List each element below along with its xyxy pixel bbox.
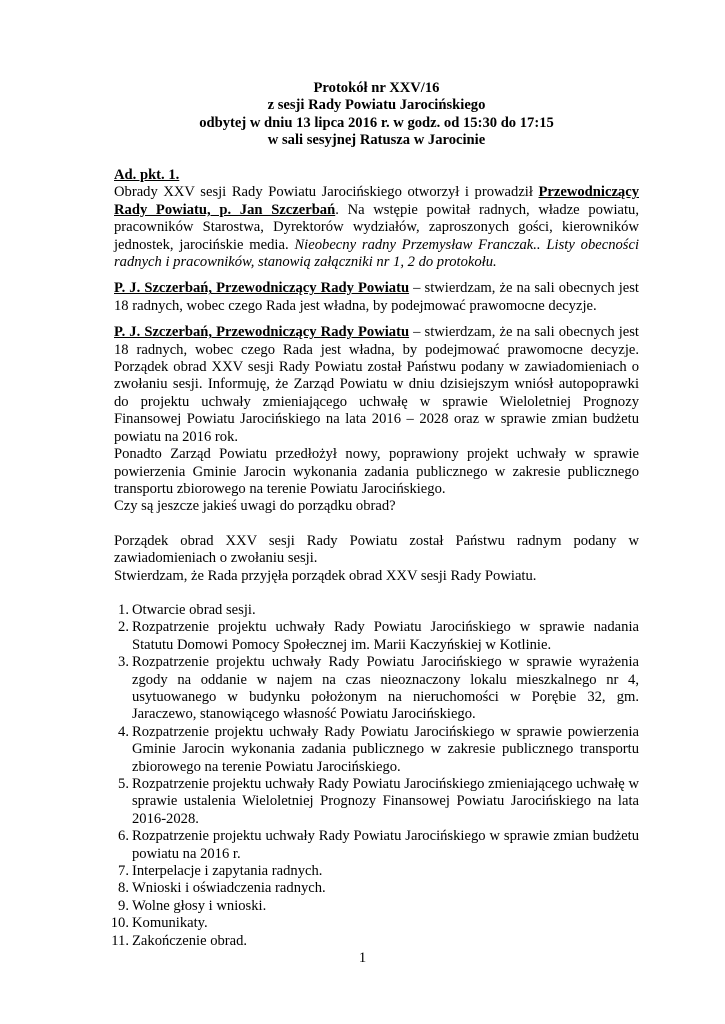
- statement-2-question: Czy są jeszcze jakieś uwagi do porządku obrad?: [114, 498, 396, 515]
- agenda-list: [110, 601, 639, 950]
- agenda-item: [114, 828, 639, 863]
- statement-2: [114, 324, 639, 446]
- opening-paragraph: [114, 184, 639, 271]
- agenda-item-number: 7.: [118, 863, 129, 880]
- statement-2-para-2: Ponadto Zarząd Powiatu przedłożył nowy, poprawiony projekt uchwały w sprawie powierzenia Gminie Jarocin wykonania zadania publicznego w zakresie publicznego transportu zbiorowego na terenie Powiatu Jarocińskiego.: [114, 446, 639, 497]
- agenda-item: [114, 619, 639, 654]
- agenda-item-number: 5.: [118, 776, 129, 793]
- agenda-item-text: Rozpatrzenie projektu uchwały Rady Powiatu Jarocińskiego w sprawie powierzenia Gminie Jarocin wykonania zadania publicznego w zakresie publicznego transportu zbiorowego na terenie Powiatu Jarocińskiego.: [132, 723, 639, 775]
- agenda-item: [114, 776, 639, 828]
- attendance-note: Nieobecny radny Przemysław Franczak.. Listy obecności radnych i pracowników, stanowią załączniki nr 1, 2 do protokołu.: [114, 236, 640, 271]
- agenda-item-number: 1.: [118, 601, 129, 618]
- title-line-1: Protokół nr XXV/16: [313, 80, 440, 96]
- agenda-item: [111, 932, 639, 950]
- document-page: [110, 80, 640, 950]
- agenda-item-text: Wnioski i oświadczenia radnych.: [132, 880, 326, 897]
- title-line-3: odbytej w dniu 13 lipca 2016 r. w godz. od 15:30 do 17:15: [199, 114, 554, 131]
- agenda-item-number: 11.: [111, 932, 129, 949]
- agenda-item: [114, 724, 639, 776]
- statement-1-text: – stwierdzam, że na sali obecnych jest 18 radnych, wobec czego Rada jest władna, by podejmować prawomocne decyzje.: [114, 280, 639, 314]
- statement-2-text: – stwierdzam, że na sali obecnych jest 18 radnych, wobec czego Rada jest władna, by podejmować prawomocne decyzje. Porządek obrad XXV sesji Rady Powiatu został Państwu podany w zawiadomieniach o zwołaniu sesji. Informuję, że Zarząd Powiatu w dniu dzisiejszym wniósł autopoprawki do projektu uchwały zmieniającego uchwałę w sprawie Wieloletniej Prognozy Finansowej Powiatu Jarocińskiego na lata 2016 – 2028 oraz w sprawie zmian budżetu powiatu na 2016 rok.: [114, 324, 639, 445]
- agenda-item: [114, 880, 639, 897]
- title-line-4: w sali sesyjnej Ratusza w Jarocinie: [267, 132, 486, 149]
- page-number: 1: [358, 950, 367, 966]
- agenda-item-number: 3.: [118, 654, 129, 671]
- agenda-item-number: 9.: [118, 897, 129, 914]
- agenda-item: [114, 898, 639, 915]
- summary-para-1: Porządek obrad XXV sesji Rady Powiatu został Państwu radnym podany w zawiadomieniach o zwołaniu sesji.: [114, 532, 639, 567]
- chairman-name: Przewodniczący Rady Powiatu, p. Jan Szczerbań: [114, 184, 639, 218]
- agenda-item-number: 2.: [118, 619, 129, 636]
- agenda-item-text: Interpelacje i zapytania radnych.: [132, 863, 323, 880]
- section-heading: Ad. pkt. 1.: [114, 167, 180, 184]
- agenda-item-number: 10.: [110, 915, 129, 932]
- title-line-2: z sesji Rady Powiatu Jarocińskiego: [267, 97, 486, 114]
- agenda-item: [110, 915, 639, 932]
- agenda-item-text: Wolne głosy i wnioski.: [132, 897, 267, 914]
- agenda-item-text: Komunikaty.: [132, 915, 208, 932]
- statement-1: [114, 280, 639, 315]
- agenda-item: [114, 654, 639, 724]
- agenda-item-text: Rozpatrzenie projektu uchwały Rady Powiatu Jarocińskiego w sprawie zmian budżetu powiatu na 2016 r.: [132, 828, 639, 862]
- agenda-item-text: Otwarcie obrad sesji.: [132, 601, 256, 618]
- agenda-item: [114, 602, 639, 619]
- opening-text-continued: . Na wstępie powitał radnych, władze powiatu, pracowników Starostwa, Dyrektorów wydziałów, zaproszonych gości, kierowników jednostek, jarocińskie media.: [114, 201, 639, 253]
- statement-1-speaker: P. J. Szczerbań, Przewodniczący Rady Powiatu: [114, 280, 410, 297]
- opening-text: Obrady XXV sesji Rady Powiatu Jarocińskiego otworzył i prowadził: [114, 184, 539, 201]
- agenda-item-text: Zakończenie obrad.: [132, 932, 248, 949]
- statement-2-speaker: P. J. Szczerbań, Przewodniczący Rady Powiatu: [114, 324, 410, 341]
- agenda-item-number: 4.: [118, 723, 129, 740]
- document-title: [114, 80, 639, 150]
- agenda-item-text: Rozpatrzenie projektu uchwały Rady Powiatu Jarocińskiego zmieniającego uchwałę w sprawie ustalenia Wieloletniej Prognozy Finansowej Powiatu Jarocińskiego na lata 2016-2028.: [132, 776, 639, 827]
- agenda-item-text: Rozpatrzenie projektu uchwały Rady Powiatu Jarocińskiego w sprawie nadania Statutu Domowi Pomocy Społecznej im. Marii Kaczyńskiej w Kotlinie.: [132, 619, 639, 653]
- agenda-item: [114, 863, 639, 880]
- agenda-item-text: Rozpatrzenie projektu uchwały Rady Powiatu Jarocińskiego w sprawie wyrażenia zgody na oddanie w najem na czas nieoznaczony lokalu mieszkalnego nr 4, usytuowanego w budynku położonym na nieruchomości w Porębie 32, gm. Jaraczewo, stanowiącego własność Powiatu Jarocińskiego.: [132, 654, 639, 723]
- agenda-item-number: 8.: [118, 880, 129, 897]
- agenda-item-number: 6.: [118, 828, 129, 845]
- summary-para-2: Stwierdzam, że Rada przyjęła porządek obrad XXV sesji Rady Powiatu.: [114, 567, 537, 584]
